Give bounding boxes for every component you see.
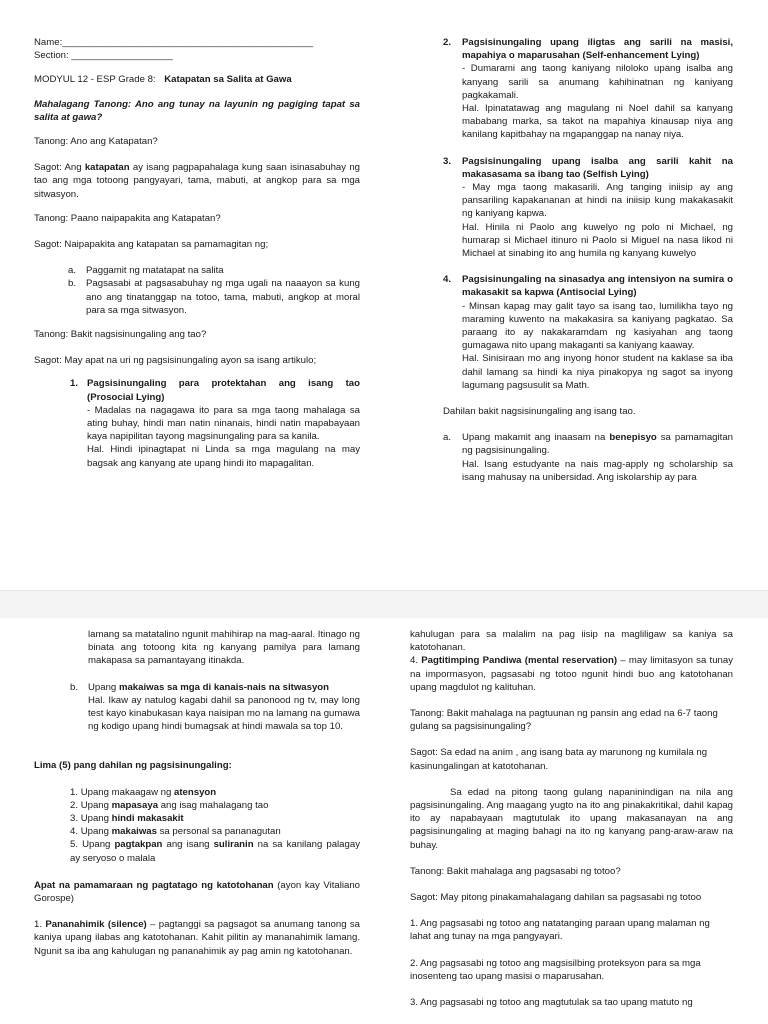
method-number: 4. (410, 655, 422, 667)
reason-text (88, 681, 360, 694)
method-post: – may limitasyon sa tunay na impormasyon, pagsasabi ng totoo ngunit hindi buo ang katotohanan upang magdulot ng kalituhan. (410, 655, 733, 693)
item-bold: hindi makasakit (111, 813, 184, 825)
page1-right-column (443, 36, 733, 484)
item-marker: b. (68, 278, 77, 290)
type-title: Pagsisinungaling para protektahan ang isang tao (Prosocial Lying) (87, 378, 360, 403)
item-pre: Upang makaagaw ng (80, 786, 175, 798)
module-heading (34, 73, 360, 86)
question-age: Tanong: Bakit mahalaga na pagtuunan ng pansin ang edad na 6-7 taong gulang sa pagsisinungaling? (410, 708, 718, 733)
page2-left-column (34, 628, 360, 958)
page-separator (0, 590, 768, 620)
answer-1-bold: katapatan (84, 162, 130, 174)
type-number: 2. (443, 37, 452, 48)
reason-post: sa pamamagitan ng pagsisinungaling. (462, 432, 733, 457)
method-number: 1. (34, 919, 46, 931)
reason-a (443, 431, 733, 484)
item-bold-2: suliranin (213, 839, 254, 851)
method-bold: Pananahimik (silence) (45, 919, 147, 931)
method-4 (410, 654, 733, 694)
truth-reason-item: 2. Ang pagsasabi ng totoo ang magsisilbing proteksyon para sa mga inosenteng tao upang masisi o maparusahan. (410, 957, 701, 982)
five-reason-item (70, 825, 360, 838)
question-truth: Tanong: Bakit mahalaga ang pagsasabi ng totoo? (410, 865, 621, 877)
item-pre: Upang (82, 839, 115, 851)
reason-pre: Upang (88, 681, 119, 693)
type-title: Pagsisinungaling upang isalba ang sarili kahit na makasasama sa ibang tao (Selfish Lying) (462, 155, 733, 180)
reason-pre: Upang makamit ang inaasam na (462, 432, 610, 444)
type-title: Pagsisinungaling upang iligtas ang sarili na masisi, mapahiya o maparusahan (Self-enhancement Lying) (462, 37, 733, 62)
reason-a-continuation: lamang sa matatalino ngunit mahihirap na mag-aaral. Itinago ng binata ang totoong kita ng kanyang pamilya para lamang makapasa sa pamantayang itinakda. (88, 629, 360, 667)
type-example: Hal. Sinisiraan mo ang inyong honor student na kaklase sa iba dahil lamang sa hindi ka niya pinakopya ng sagot sa inyong lagumang pagsusulit sa Math. (462, 353, 733, 391)
method-bold: Pagtitimping Pandiwa (mental reservation) (421, 655, 618, 667)
answer-1-post: ay isang pagpapahalaga kung saan isinasabuhay ng tao ang mga totoong pangyayari, tama, mabuti, at angkop para sa mga sitwasyon. (34, 162, 361, 200)
name-field-label: Name:_______________________________________________ (34, 37, 314, 48)
answer-truth: Sagot: May pitong pinakamahalagang dahilan sa pagsasabi ng totoo (410, 892, 702, 904)
method-1 (34, 918, 360, 958)
reason-marker: a. (443, 432, 452, 444)
type-description: - May mga taong makasarili. Ang tanging iniisip ay ang pansariling kapakananan at hindi na iniisip kung makakasakit ng kaniyang kapwa. (462, 182, 733, 220)
reasons-intro: Dahilan bakit nagsisinungaling ang isang tao. (443, 406, 636, 418)
type-number: 3. (443, 155, 452, 167)
item-pre: Upang (80, 826, 112, 838)
age-paragraph: Sa edad na pitong taong gulang napaninindigan na nila ang pagsisinungaling. Ang maagang yugto na ito ang pinakakritikal, dahil kapag ito ay napabayaan magtutulak ito upang makasanayan na ang pagsisinungaling at maging bahagi na ito ng kanyang pang-araw-araw na buhay. (410, 786, 733, 851)
item-marker: a. (68, 265, 77, 277)
reason-marker: b. (70, 681, 79, 693)
five-reason-item (70, 799, 360, 812)
item-bold: makaiwas (111, 826, 157, 838)
four-methods-post: (ayon kay Vitaliano Gorospe) (34, 879, 360, 905)
item-pre: Upang (80, 813, 112, 825)
answer-1-pre: Sagot: Ang (34, 162, 85, 174)
type-number: 4. (443, 274, 452, 286)
five-reason-item (70, 838, 360, 864)
type-number: 1. (70, 378, 79, 390)
lying-type-1 (34, 377, 360, 469)
four-methods-title (34, 879, 360, 905)
type-description: - Dumarami ang taong kaniyang niloloko upang isalba ang kanyang sarili sa anumang kahihinatnan ng kaniyang pagkakamali. (462, 63, 733, 101)
four-methods-bold: Apat na pamamaraan ng pagtatago ng katotohanan (34, 879, 274, 891)
truth-reason-item: 3. Ang pagsasabi ng totoo ang magtutulak sa tao upang matuto ng (410, 997, 693, 1009)
item-text: Paggamit ng matatapat na salita (86, 265, 224, 277)
item-post: ang isag mahalagang tao (158, 799, 269, 811)
lying-type-2 (443, 36, 733, 142)
type-title: Pagsisinungaling na sinasadya ang intensiyon na sumira o makasakit sa kapwa (Antisocial Lying) (462, 274, 733, 299)
essential-question: Mahalagang Tanong: Ano ang tunay na layunin ng pagiging tapat sa salita at gawa? (34, 98, 360, 123)
item-post: ang isang (162, 839, 214, 851)
method-post: – pagtanggi sa pagsagot sa anumang tanong sa kaniya upang ilabas ang katotohanan. Kahit pilitin ay mananahimik lamang. Ngunit sa iba ang kahulugan ng pananahimik ay pag amin ng katotohanan. (34, 919, 361, 957)
page2-right-column (410, 628, 733, 1009)
truth-reason-item: 1. Ang pagsasabi ng totoo ang natatanging paraan upang malaman ng lahat ang tunay na mga pangyayari. (410, 918, 710, 943)
question-2: Tanong: Paano naipapakita ang Katapatan? (34, 212, 221, 224)
answer-2: Sagot: Naipapakita ang katapatan sa pamamagitan ng; (34, 239, 269, 251)
page-2 (0, 618, 768, 1024)
five-reasons-list (34, 786, 360, 865)
module-prefix: MODYUL 12 - ESP Grade 8: (34, 74, 156, 86)
answer-2-item (34, 264, 360, 277)
item-post-2: na sa kanilang palagay ay seryoso o malala (70, 839, 360, 864)
page1-left-column (34, 36, 360, 470)
item-text: Pagsasabi at pagsasabuhay ng mga ugali na naaayon sa kung ano ang tinatanggap na totoo, tama, mabuti, angkop at moral para sa mga sitwasyon. (86, 278, 360, 316)
five-reason-item (70, 812, 360, 825)
item-number: 3. (70, 813, 79, 825)
question-3: Tanong: Bakit nagsisinungaling ang tao? (34, 329, 207, 341)
item-number: 1. (70, 786, 79, 798)
question-1: Tanong: Ano ang Katapatan? (34, 136, 158, 148)
reason-example: Hal. Ikaw ay natulog kagabi dahil sa panonood ng tv, may long test kayo kinabukasan kaya naisipan mo na lamang na gumawa ng kodigo upang hindi bumagsak at hindi mawala sa top 10. (88, 694, 360, 733)
lying-type-4 (443, 273, 733, 392)
item-number: 4. (70, 826, 79, 838)
reason-bold: benepisyo (609, 432, 657, 444)
item-bold: mapasaya (111, 799, 159, 811)
answer-2-item (34, 277, 360, 317)
section-field-label: Section: ___________________ (34, 50, 173, 62)
type-example: Hal. Hindi ipinagtapat ni Linda sa mga magulang na may bagsak ang kanyang ate upang hindi ito mapagalitan. (87, 444, 360, 469)
five-reason-item (70, 786, 360, 799)
reason-b (34, 681, 360, 734)
lying-type-3 (443, 155, 733, 261)
method-3-continuation: kahulugan para sa malalim na pag iisip na magliligaw sa kaniya sa katotohanan. (410, 629, 733, 654)
item-post: sa personal sa pananagutan (156, 826, 281, 838)
item-number: 2. (70, 799, 79, 811)
type-example: Hal. Hinila ni Paolo ang kuwelyo ng polo ni Michael, ng humarap si Michael itinuro ni Paolo si Miguel na nasa likod ni Michael at sinabing ito ang humila ng kanyang kuwelyo (462, 221, 733, 260)
item-bold: atensyon (174, 786, 217, 798)
reason-example: Hal. Isang estudyante na nais mag-apply ng scholarship sa isang mahusay na unibersidad. Ang iskolarship ay para (462, 458, 733, 483)
type-description: - Minsan kapag may galit tayo sa isang tao, lumilikha tayo ng maraming kuwento na makakasira sa kaniyang pagkatao. Sa paraang ito ay nakakaramdam ng kasiyahan ang taong gumagawa nito upang makaganti sa kaniyang kaaway. (462, 300, 733, 352)
answer-3: Sagot: May apat na uri ng pagsisinungaling ayon sa isang artikulo; (34, 355, 317, 367)
five-reasons-title: Lima (5) pang dahilan ng pagsisinungaling: (34, 760, 232, 772)
answer-age: Sagot: Sa edad na anim , ang isang bata ay marunong ng kumilala ng kasinungalingan at katotohanan. (410, 747, 708, 772)
type-example: Hal. Ipinatatawag ang magulang ni Noel dahil sa kanyang mababang marka, sa takot na mapahiya kinausap niya ang kanilang kapitbahay na mgapanggap na nanay niya. (462, 103, 733, 141)
item-number: 5. (70, 839, 79, 851)
type-description: - Madalas na nagagawa ito para sa mga taong mahalaga sa ating buhay, hindi man natin ninanais, hindi natin mapabayaan kaya napipilitan tayong magsinungaling para sa kanila. (87, 404, 360, 443)
item-pre: Upang (80, 799, 112, 811)
reason-bold: makaiwas sa mga di kanais-nais na sitwasyon (118, 681, 330, 693)
reason-text (462, 431, 733, 457)
item-bold: pagtakpan (114, 839, 163, 851)
module-title: Katapatan sa Salita at Gawa (164, 74, 292, 86)
answer-1 (34, 161, 360, 201)
